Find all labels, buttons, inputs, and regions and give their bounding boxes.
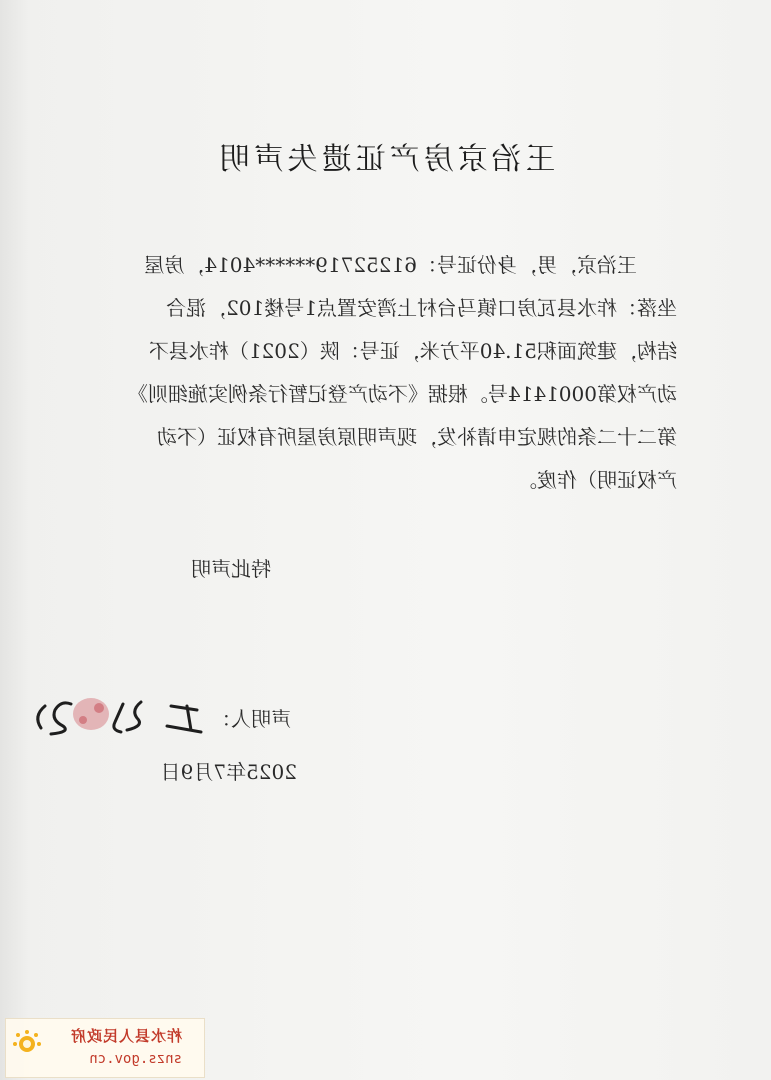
closing-text: 特此声明 <box>191 557 271 581</box>
declarant-label: 声明人： <box>211 706 291 731</box>
signature-icon <box>21 692 211 742</box>
body-line: 产权证明）作废。 <box>517 468 677 492</box>
declaration-body <box>97 244 677 502</box>
watermark-name: 柞水县人民政府 <box>69 1027 182 1045</box>
watermark-badge <box>5 1018 205 1078</box>
body-line: 动产权第0001414号。根据《不动产登记暂行条例实施细则》 <box>127 382 677 406</box>
declaration-date: 2025年7月9日 <box>160 760 297 784</box>
page-title: 王治京房产证遗失声明 <box>215 142 556 177</box>
sun-logo-icon <box>12 1029 42 1059</box>
body-line: 结构，建筑面积51.40平方米，证号：陕（2021）柞水县不 <box>148 339 677 363</box>
watermark-domain: snzs.gov.cn <box>89 1051 182 1067</box>
body-line: 王治京，男，身份证号：61252719******4014，房屋 <box>144 253 637 277</box>
body-line: 第二十二条的规定申请补发，现声明原房屋所有权证（不动 <box>157 425 677 449</box>
body-line: 坐落：柞水县瓦房口镇马台村上湾安置点1号楼102，混合 <box>166 296 677 320</box>
declarant-row <box>21 692 291 742</box>
handwritten-signature <box>21 692 211 742</box>
